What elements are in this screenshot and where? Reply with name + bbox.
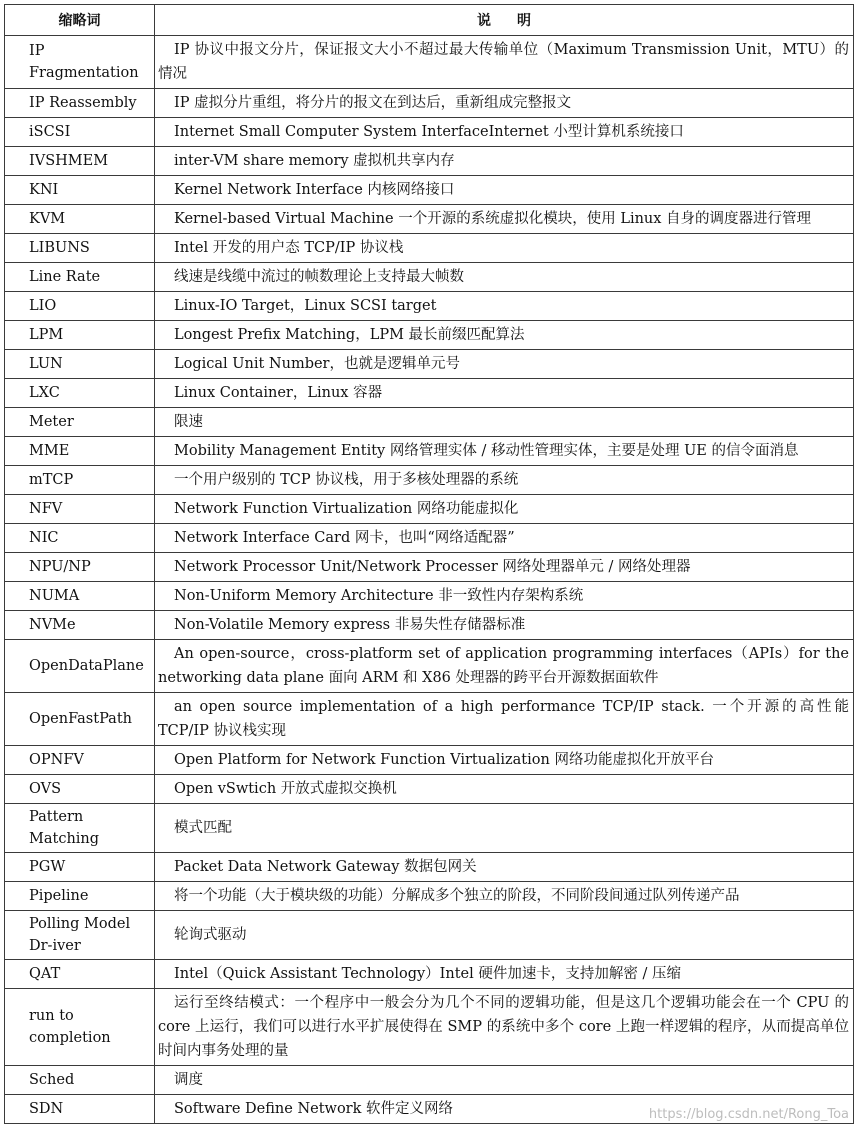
description-cell <box>155 989 854 1066</box>
description-text: An open-source，cross-platform set of application programming interfaces（APIs）for the networking data plane 面向 ARM 和 X86 处理器的跨平台开源数据面软件 <box>158 646 849 686</box>
description-cell <box>155 640 854 693</box>
description-text: 一个用户级别的 TCP 协议栈，用于多核处理器的系统 <box>174 472 519 488</box>
term-cell: KVM <box>5 205 155 234</box>
description-cell <box>155 882 854 911</box>
description-text: Kernel Network Interface 内核网络接口 <box>174 182 455 198</box>
term-cell: Pattern Matching <box>5 804 155 853</box>
description-text: 限速 <box>174 414 203 430</box>
term-cell: NFV <box>5 495 155 524</box>
term-cell: KNI <box>5 176 155 205</box>
term-cell: iSCSI <box>5 118 155 147</box>
glossary-table <box>4 4 854 1124</box>
table-row <box>5 989 854 1066</box>
table-row <box>5 911 854 960</box>
description-text: Internet Small Computer System InterfaceInternet 小型计算机系统接口 <box>174 124 684 140</box>
description-cell <box>155 853 854 882</box>
description-cell <box>155 437 854 466</box>
description-text: Open vSwtich 开放式虚拟交换机 <box>174 781 397 797</box>
description-cell <box>155 379 854 408</box>
table-row <box>5 746 854 775</box>
table-row <box>5 611 854 640</box>
table-row <box>5 379 854 408</box>
description-text: 调度 <box>174 1072 203 1088</box>
table-row <box>5 263 854 292</box>
description-text: Packet Data Network Gateway 数据包网关 <box>174 859 477 875</box>
description-cell <box>155 775 854 804</box>
table-row <box>5 553 854 582</box>
description-text: Open Platform for Network Function Virtualization 网络功能虚拟化开放平台 <box>174 752 714 768</box>
term-cell: NIC <box>5 524 155 553</box>
table-row <box>5 1066 854 1095</box>
description-cell <box>155 234 854 263</box>
description-cell <box>155 582 854 611</box>
description-cell <box>155 205 854 234</box>
table-row <box>5 495 854 524</box>
table-row <box>5 408 854 437</box>
description-text: Kernel-based Virtual Machine 一个开源的系统虚拟化模块，使用 Linux 自身的调度器进行管理 <box>174 211 812 227</box>
description-cell <box>155 408 854 437</box>
term-cell: LUN <box>5 350 155 379</box>
description-cell <box>155 147 854 176</box>
term-cell: IP Reassembly <box>5 89 155 118</box>
term-cell: LPM <box>5 321 155 350</box>
term-cell: Polling Model Dr-iver <box>5 911 155 960</box>
table-row <box>5 775 854 804</box>
watermark: https://blog.csdn.net/Rong_Toa <box>648 1107 849 1122</box>
table-row <box>5 582 854 611</box>
description-cell <box>155 89 854 118</box>
table-row <box>5 882 854 911</box>
table-row <box>5 292 854 321</box>
description-cell <box>155 524 854 553</box>
description-cell <box>155 1066 854 1095</box>
description-text: IP 虚拟分片重组，将分片的报文在到达后，重新组成完整报文 <box>174 95 572 111</box>
table-row <box>5 147 854 176</box>
header-term: 缩略词 <box>5 5 155 36</box>
table-row <box>5 176 854 205</box>
term-cell: LXC <box>5 379 155 408</box>
term-cell: QAT <box>5 960 155 989</box>
description-cell <box>155 611 854 640</box>
description-text: Mobility Management Entity 网络管理实体 / 移动性管理实体，主要是处理 UE 的信令面消息 <box>174 443 799 459</box>
table-row <box>5 118 854 147</box>
description-cell <box>155 746 854 775</box>
description-cell <box>155 36 854 89</box>
table-row <box>5 524 854 553</box>
description-text: Software Define Network 软件定义网络 <box>174 1101 454 1117</box>
description-cell <box>155 176 854 205</box>
table-row <box>5 321 854 350</box>
description-cell <box>155 495 854 524</box>
description-cell <box>155 804 854 853</box>
term-cell: LIO <box>5 292 155 321</box>
description-cell <box>155 553 854 582</box>
description-text: inter-VM share memory 虚拟机共享内存 <box>174 153 455 169</box>
table-row <box>5 234 854 263</box>
table-row <box>5 437 854 466</box>
term-cell: NUMA <box>5 582 155 611</box>
table-row <box>5 693 854 746</box>
table-row <box>5 466 854 495</box>
description-text: Longest Prefix Matching，LPM 最长前缀匹配算法 <box>174 327 525 343</box>
description-text: Network Interface Card 网卡，也叫“网络适配器” <box>174 530 515 546</box>
table-header-row <box>5 5 854 36</box>
description-cell <box>155 466 854 495</box>
term-cell: OpenFastPath <box>5 693 155 746</box>
description-text: Non-Uniform Memory Architecture 非一致性内存架构系统 <box>174 588 584 604</box>
description-text: Logical Unit Number，也就是逻辑单元号 <box>174 356 460 372</box>
description-text: Intel（Quick Assistant Technology）Intel 硬件加速卡，支持加解密 / 压缩 <box>174 966 681 982</box>
term-cell: Meter <box>5 408 155 437</box>
term-cell: OPNFV <box>5 746 155 775</box>
description-cell <box>155 693 854 746</box>
description-cell <box>155 911 854 960</box>
description-text: 运行至终结模式：一个程序中一般会分为几个不同的逻辑功能，但是这几个逻辑功能会在一个 CPU 的 core 上运行，我们可以进行水平扩展使得在 SMP 的系统中多个 core 上跑一样逻辑的程序，从而提高单位时间内事务处理的量 <box>158 995 849 1059</box>
description-text: 模式匹配 <box>174 820 232 836</box>
description-cell <box>155 263 854 292</box>
term-cell: OpenDataPlane <box>5 640 155 693</box>
term-cell: NVMe <box>5 611 155 640</box>
description-text: 将一个功能（大于模块级的功能）分解成多个独立的阶段，不同阶段间通过队列传递产品 <box>174 888 740 904</box>
term-cell: Sched <box>5 1066 155 1095</box>
description-cell <box>155 960 854 989</box>
description-text: Network Processor Unit/Network Processer 网络处理器单元 / 网络处理器 <box>174 559 691 575</box>
description-text: Linux-IO Target，Linux SCSI target <box>174 298 437 314</box>
description-text: IP 协议中报文分片，保证报文大小不超过最大传输单位（Maximum Transmission Unit，MTU）的情况 <box>158 42 849 82</box>
term-cell: SDN <box>5 1095 155 1124</box>
table-row <box>5 960 854 989</box>
description-text: Network Function Virtualization 网络功能虚拟化 <box>174 501 519 517</box>
description-cell <box>155 350 854 379</box>
term-cell: Line Rate <box>5 263 155 292</box>
header-description: 说明 <box>155 5 854 36</box>
term-cell: OVS <box>5 775 155 804</box>
description-text: Non-Volatile Memory express 非易失性存储器标准 <box>174 617 526 633</box>
table-row <box>5 804 854 853</box>
term-cell: LIBUNS <box>5 234 155 263</box>
term-cell: run to completion <box>5 989 155 1066</box>
table-row <box>5 36 854 89</box>
term-cell: IP Fragmentation <box>5 36 155 89</box>
table-row <box>5 640 854 693</box>
term-cell: mTCP <box>5 466 155 495</box>
description-text: Intel 开发的用户态 TCP/IP 协议栈 <box>174 240 404 256</box>
table-row <box>5 350 854 379</box>
description-text: Linux Container，Linux 容器 <box>174 385 383 401</box>
table-row <box>5 89 854 118</box>
description-text: an open source implementation of a high performance TCP/IP stack. 一个开源的高性能 TCP/IP 协议栈实现 <box>158 699 849 739</box>
description-text: 线速是线缆中流过的帧数理论上支持最大帧数 <box>174 269 464 285</box>
term-cell: IVSHMEM <box>5 147 155 176</box>
term-cell: Pipeline <box>5 882 155 911</box>
term-cell: MME <box>5 437 155 466</box>
glossary-body <box>5 36 854 1124</box>
term-cell: NPU/NP <box>5 553 155 582</box>
table-row <box>5 205 854 234</box>
table-row <box>5 853 854 882</box>
description-text: 轮询式驱动 <box>174 927 247 943</box>
description-cell <box>155 118 854 147</box>
description-cell <box>155 292 854 321</box>
description-cell <box>155 321 854 350</box>
term-cell: PGW <box>5 853 155 882</box>
